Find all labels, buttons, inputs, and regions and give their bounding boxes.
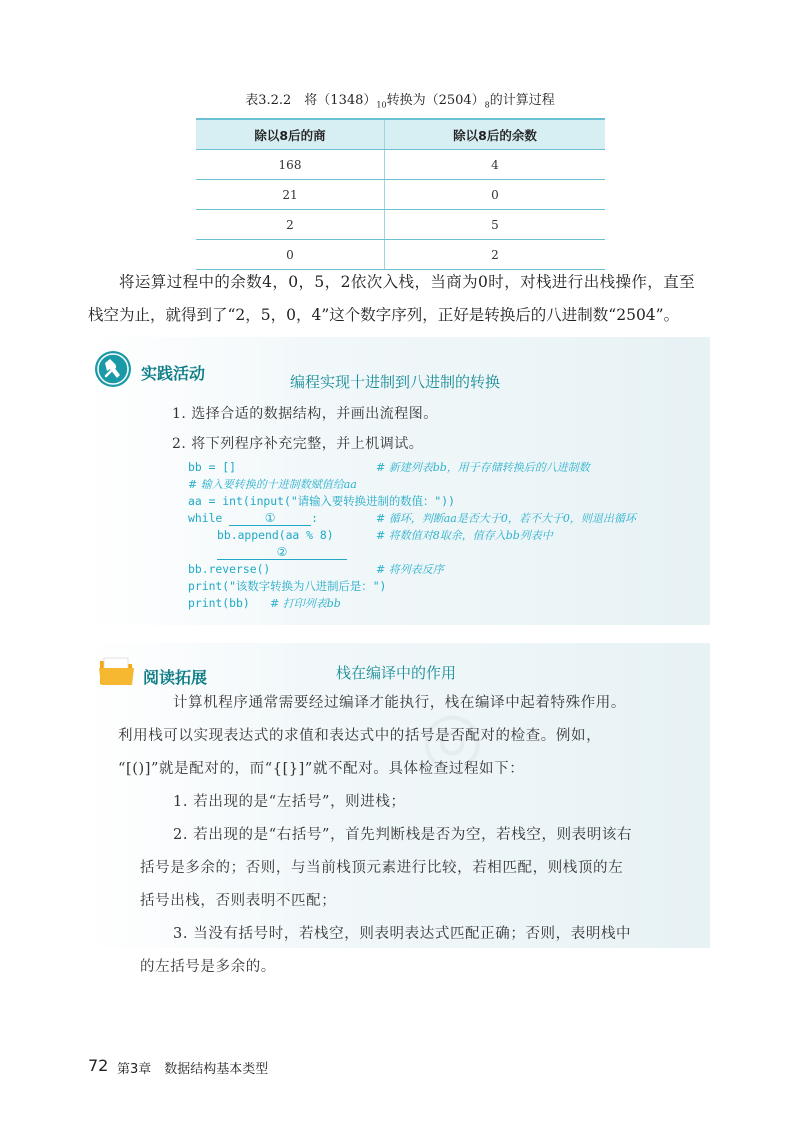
table-cell: 21 — [196, 180, 385, 210]
table-cell: 2 — [196, 210, 385, 240]
column-header-remainder: 除以8后的余数 — [385, 119, 606, 150]
reading-line: “[()]”就是配对的，而“{[}]”就不配对。具体检查过程如下： — [118, 761, 525, 777]
table-row — [196, 240, 605, 270]
code-text: : — [311, 511, 319, 525]
reading-list-item: 2. 若出现的是“右括号”，首先判断栈是否为空，若栈空，则表明该右 — [173, 827, 633, 843]
column-header-quotient: 除以8后的商 — [196, 119, 385, 150]
code-keyword: while — [188, 511, 230, 525]
table-row — [196, 210, 605, 240]
table-cell: 5 — [385, 210, 606, 240]
code-comment: # 将数值对8取余，值存入bb列表中 — [376, 529, 553, 542]
table-cell: 0 — [196, 240, 385, 270]
watermark: ◎ — [414, 691, 489, 783]
table-cell: 4 — [385, 150, 606, 180]
code-comment: # 输入要转换的十进制数赋值给aa — [188, 478, 357, 491]
table-row — [196, 150, 605, 180]
folder-icon — [98, 655, 136, 687]
body-paragraph — [88, 266, 728, 332]
code-line: bb.reverse() — [188, 562, 271, 576]
reading-line: 括号是多余的；否则，与当前栈顶元素进行比较，若相匹配，则栈顶的左 — [140, 860, 624, 876]
activity-step: 1. 选择合适的数据结构，并画出流程图。 — [172, 406, 438, 422]
table-cell: 2 — [385, 240, 606, 270]
code-line — [188, 510, 318, 527]
code-comment: # 循环，判断aa是否大于0，若不大于0，则退出循环 — [376, 512, 636, 525]
reading-subtitle: 栈在编译中的作用 — [336, 664, 457, 682]
reading-list-item: 1. 若出现的是“左括号”，则进栈； — [173, 794, 406, 810]
code-line: print(bb) — [188, 596, 250, 610]
reading-line: 的左括号是多余的。 — [140, 959, 276, 975]
code-line: bb.append(aa % 8) — [217, 528, 334, 542]
code-comment: # 将列表反序 — [376, 563, 444, 576]
code-line: aa = int(input("请输入要转换进制的数值：")) — [188, 494, 455, 508]
conversion-table — [196, 118, 605, 270]
reading-badge-title: 阅读拓展 — [143, 668, 208, 687]
activity-step: 2. 将下列程序补充完整，并上机调试。 — [172, 436, 424, 452]
paragraph-line: 将运算过程中的余数4，0，5，2依次入栈，当商为0时，对栈进行出栈操作，直至 — [119, 273, 696, 291]
code-comment: # 新建列表bb，用于存储转换后的八进制数 — [376, 461, 590, 474]
table-cell: 0 — [385, 180, 606, 210]
reading-line: 计算机程序通常需要经过编译才能执行，栈在编译中起着特殊作用。 — [173, 695, 626, 711]
code-line: print("该数字转换为八进制后是：") — [188, 579, 387, 593]
code-block — [188, 459, 708, 619]
activity-badge-title: 实践活动 — [141, 364, 206, 383]
tools-icon — [93, 349, 133, 389]
paragraph-line: 栈空为止，就得到了“2，5，0，4”这个数字序列，正好是转换后的八进制数“2504”。 — [88, 306, 680, 324]
reading-line: 利用栈可以实现表达式的求值和表达式中的括号是否配对的检查。例如， — [118, 728, 602, 744]
code-line — [188, 459, 236, 476]
code-line — [217, 544, 347, 561]
reading-list-item: 3. 当没有括号时，若栈空，则表明表达式匹配正确；否则，表明栈中 — [173, 926, 632, 942]
table-header-row — [196, 119, 605, 150]
table-caption: 表3.2.2 将$(1348)_{10}$转换为$(2504)_8$的计算过程 — [245, 93, 555, 110]
reading-text — [118, 687, 660, 984]
fill-blank-1: ① — [229, 510, 311, 526]
reading-line: 括号出栈，否则表明不匹配； — [140, 893, 337, 909]
fill-blank-2: ② — [217, 544, 347, 560]
table-row — [196, 180, 605, 210]
page-number: 72 — [88, 1056, 109, 1075]
activity-subtitle: 编程实现十进制到八进制的转换 — [290, 373, 501, 391]
chapter-title: 第3章 数据结构基本类型 — [117, 1062, 269, 1077]
code-text: bb = [] — [188, 460, 237, 474]
code-comment: # 打印列表bb — [270, 597, 341, 610]
table-cell: 168 — [196, 150, 385, 180]
